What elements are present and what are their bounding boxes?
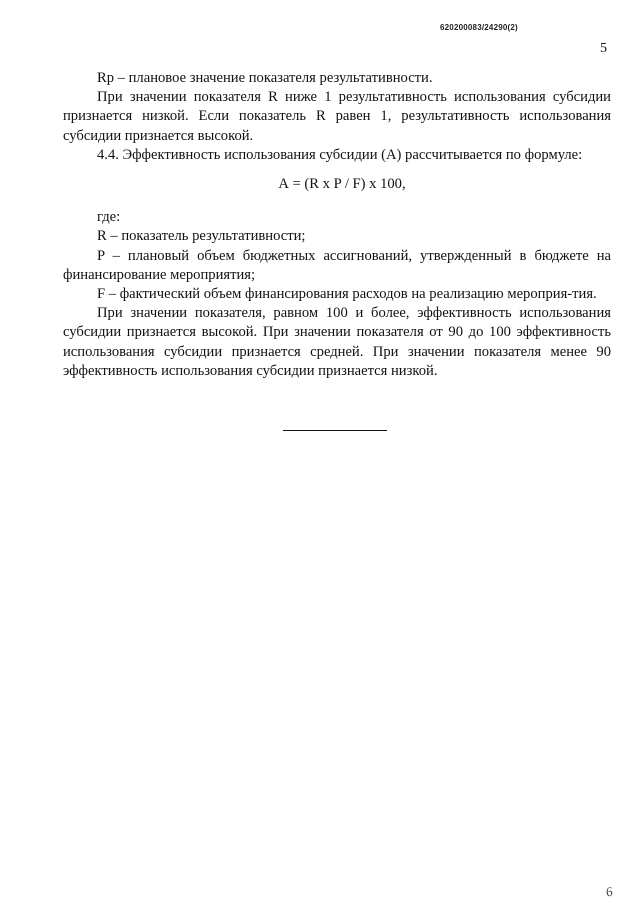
r-rule-paragraph: При значении показателя R ниже 1 результативность использования субсидии признается низкой. Если показатель R равен 1, результативность использования субсидии признается высокой. [63,89,611,144]
f-definition: F – фактический объем финансирования расходов на реализацию мероприя-тия. [97,286,597,303]
p-definition: P – плановый объем бюджетных ассигнований, утвержденный в бюджете на финансирование мероприятия; [63,247,611,283]
separator-line [283,430,387,431]
formula: А = (R х P / F) х 100, [278,176,406,193]
document-id: 620200083/24290(2) [440,23,518,32]
handwritten-mark: 6 [604,883,615,900]
r-definition: R – показатель результативности; [97,228,306,245]
a-rule-paragraph: При значении показателя, равном 100 и более, эффективность использования субсидии признается высокой. При значении показателя от 90 до 100 эффективность использования субсидии признается средней. При значении показателя менее 90 эффективность использования субсидии признается низкой. [63,305,611,379]
where-label: где: [97,209,121,226]
rp-definition: Rp – плановое значение показателя результативности. [97,70,433,86]
clause-4-4: 4.4. Эффективность использования субсидии (А) рассчитывается по формуле: [97,146,583,163]
document-body [63,69,611,381]
page-number: 5 [600,41,607,56]
